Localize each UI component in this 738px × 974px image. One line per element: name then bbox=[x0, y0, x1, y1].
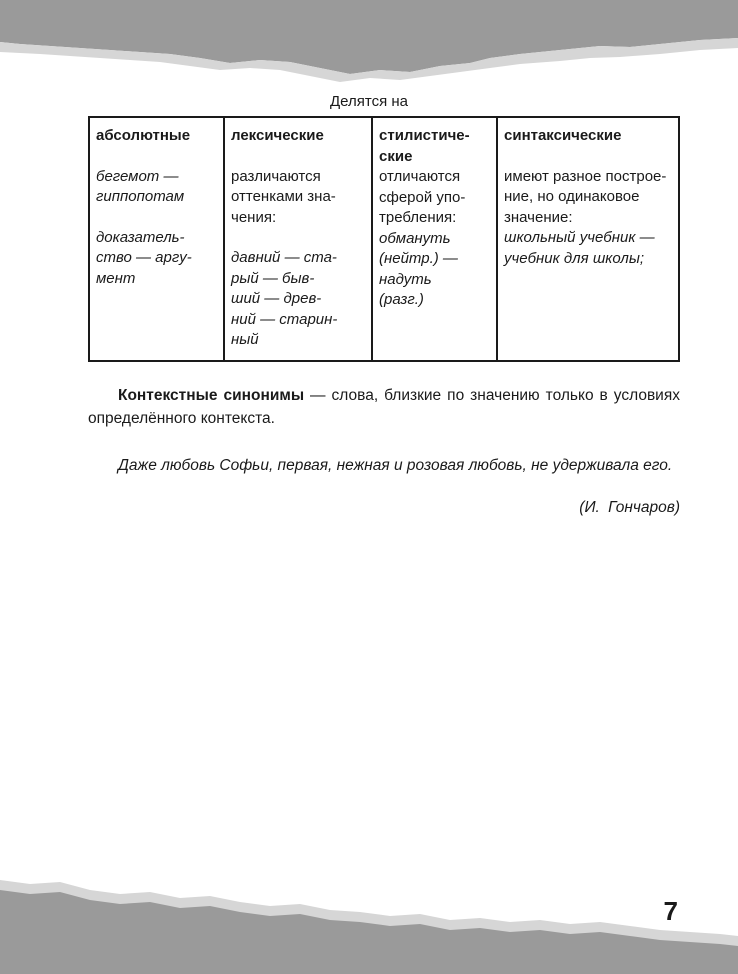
column-header: синтаксические bbox=[504, 127, 622, 144]
example-line: ство — аргу- bbox=[96, 249, 192, 266]
example-line: давний — ста- bbox=[231, 249, 337, 266]
column-header: ские bbox=[379, 147, 413, 165]
torn-paper-top bbox=[0, 0, 738, 90]
table-cell-stylistic bbox=[372, 117, 497, 361]
example-line: рый — быв- bbox=[231, 269, 315, 287]
synonyms-table bbox=[88, 116, 680, 362]
definition-line: различаются bbox=[231, 167, 321, 185]
definition-line: ние, но одинаковое bbox=[504, 188, 640, 205]
example-line: ний — старин- bbox=[231, 310, 338, 328]
term: Контекстные синонимы bbox=[118, 387, 305, 404]
definition-line: отличаются bbox=[379, 168, 461, 185]
example-line: учебник для школы; bbox=[504, 249, 645, 267]
example-line: ший — древ- bbox=[231, 290, 322, 307]
definition-line: значение: bbox=[504, 208, 573, 226]
table-cell-absolute bbox=[89, 117, 224, 361]
example-line: надуть bbox=[379, 270, 432, 288]
table-cell-lexical bbox=[224, 117, 372, 361]
definition-line: сферой упо- bbox=[379, 188, 466, 206]
quote-author: (И. Гончаров) bbox=[579, 499, 680, 516]
definition-line: чения: bbox=[231, 208, 277, 226]
example-line: (разг.) bbox=[379, 291, 424, 308]
definition-line: имеют разное построе- bbox=[504, 167, 667, 185]
example-line: мент bbox=[96, 269, 136, 287]
example-line: доказатель- bbox=[96, 228, 185, 246]
term-definition: — слова, близкие по значению только в условиях определённого контекста. bbox=[88, 387, 680, 427]
definition-line: оттенками зна- bbox=[231, 188, 336, 205]
example-line: обмануть bbox=[379, 229, 451, 247]
column-header: стилистиче- bbox=[379, 127, 470, 144]
table-row bbox=[89, 117, 679, 361]
table-caption: Делятся на bbox=[330, 93, 408, 110]
definition-paragraph bbox=[88, 384, 680, 430]
column-header: абсолютные bbox=[96, 127, 191, 144]
example-line: ный bbox=[231, 331, 259, 348]
definition-line: требления: bbox=[379, 209, 457, 226]
example-line: (нейтр.) — bbox=[379, 250, 458, 267]
example-line: бегемот — bbox=[96, 167, 179, 185]
page-number: 7 bbox=[663, 896, 678, 926]
torn-paper-bottom bbox=[0, 860, 738, 974]
table-cell-syntactic bbox=[497, 117, 679, 361]
example-line: гиппопотам bbox=[96, 188, 185, 205]
quote-text: Даже любовь Софьи, первая, нежная и розовая любовь, не удерживала его. bbox=[118, 457, 673, 474]
example-line: школьный учебник — bbox=[504, 229, 655, 246]
column-header: лексические bbox=[231, 127, 324, 144]
